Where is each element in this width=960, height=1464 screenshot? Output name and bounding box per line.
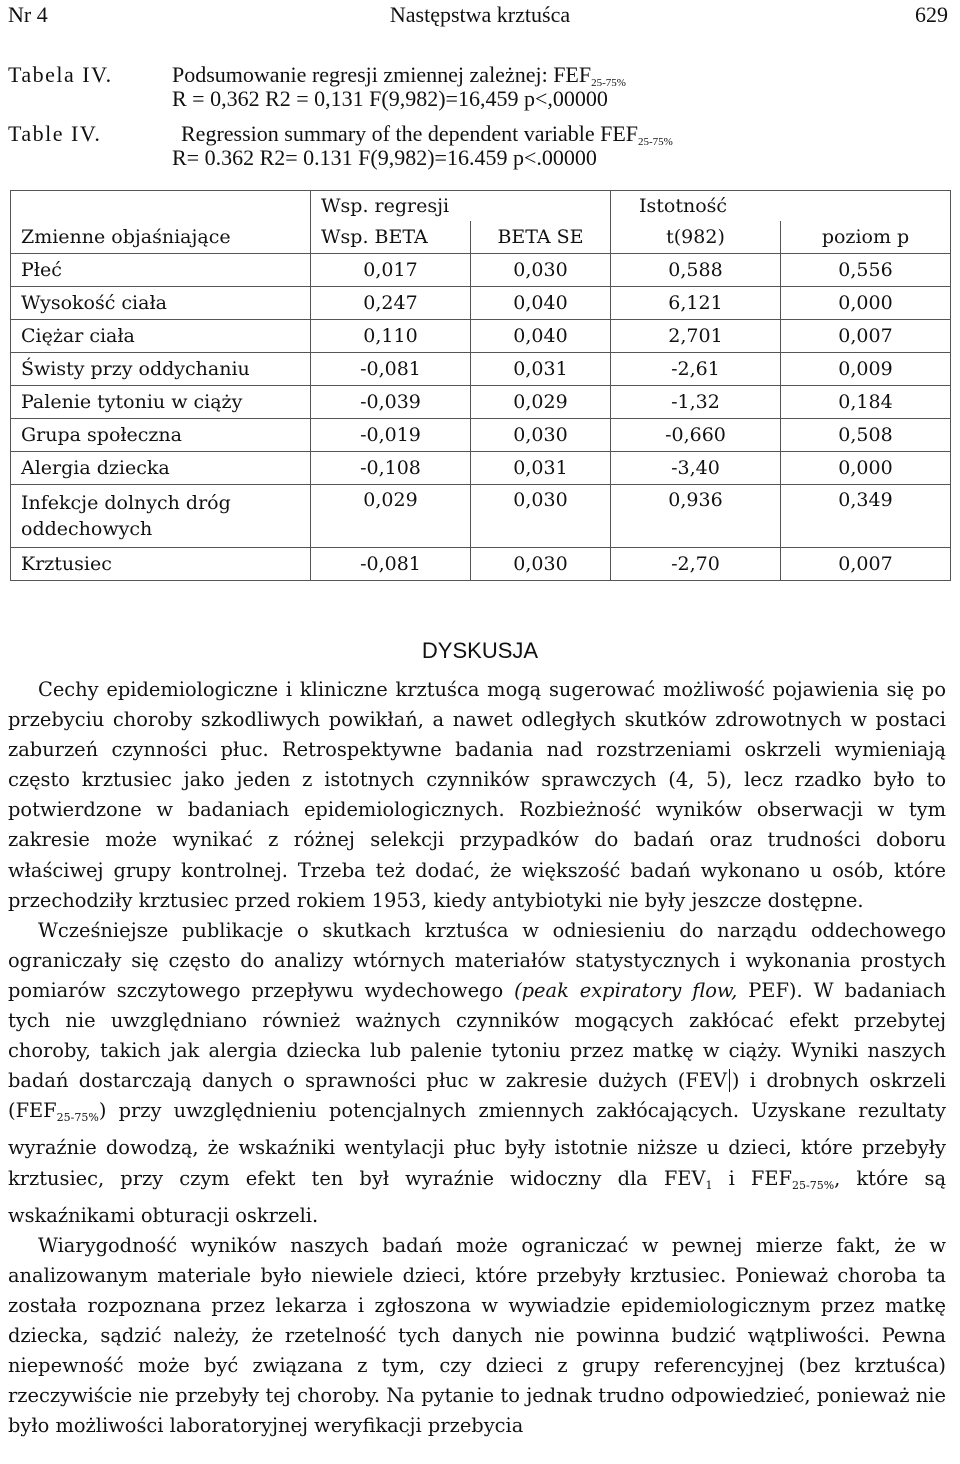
p-cell: 0,349 (781, 485, 951, 548)
beta-cell: -0,108 (311, 452, 471, 485)
table-caption-polish (8, 62, 948, 112)
p-cell: 0,508 (781, 419, 951, 452)
variable-cell: Krztusiec (11, 548, 311, 581)
beta-cell: 0,247 (311, 287, 471, 320)
se-cell: 0,040 (471, 287, 611, 320)
t-cell: -3,40 (611, 452, 781, 485)
t-cell: -2,70 (611, 548, 781, 581)
t-cell: 0,936 (611, 485, 781, 548)
variable-cell: Infekcje dolnych dróg oddechowych (11, 485, 311, 548)
beta-cell: -0,081 (311, 548, 471, 581)
table-row (11, 452, 951, 485)
p-cell: 0,000 (781, 452, 951, 485)
variable-cell: Świsty przy oddychaniu (11, 353, 311, 386)
se-cell: 0,030 (471, 254, 611, 287)
regression-table (10, 190, 951, 581)
issue-number: Nr 4 (8, 2, 48, 27)
variable-cell: Alergia dziecka (11, 452, 311, 485)
column-header: poziom p (781, 221, 951, 254)
variable-cell: Ciężar ciała (11, 320, 311, 353)
beta-cell: 0,110 (311, 320, 471, 353)
caption-stats: R= 0.362 R2= 0.131 F(9,982)=16.459 p<.00000 (172, 145, 597, 170)
variable-cell: Grupa społeczna (11, 419, 311, 452)
caption-line: Podsumowanie regresji zmiennej zależnej: $FEF_{25-75\%}$ (172, 62, 626, 89)
caption-label: Tabela IV. (8, 62, 113, 87)
beta-cell: -0,019 (311, 419, 471, 452)
paragraph: Cechy epidemiologiczne i kliniczne krztuśca mogą sugerować możliwość pojawienia się po przebyciu choroby szkodliwych powikłań, a nawet odległych skutków zdrowotnych w postaci zaburzeń czynności płuc. Retrospektywne badania nad rozstrzeniami oskrzeli wymieniają często krztusiec jako jeden z istotnych czynników sprawczych (4, 5), lecz rzadko było to potwierdzone w badaniach epidemiologicznych. Rozbieżność wyników obserwacji w tym zakresie może wynikać z różnej selekcji przypadków do badań oraz trudności doboru właściwej grupy kontrolnej. Trzeba też dodać, że większość badań wykonano u osób, które przechodziły krztusiec przed rokiem 1953, kiedy antybiotyki nie były jeszcze dostępne. (8, 678, 946, 912)
table-row (11, 386, 951, 419)
se-cell: 0,031 (471, 353, 611, 386)
caption-line: Regression summary of the dependent variable $FEF_{25-75\%}$ (181, 121, 673, 148)
se-cell: 0,030 (471, 419, 611, 452)
se-cell: 0,030 (471, 548, 611, 581)
table-row (11, 320, 951, 353)
paragraph: Wcześniejsze publikacje o skutkach krztuśca w odniesieniu do narządu oddechowego ograniczały się często do analizy wtórnych materiałów statystycznych i wykonania prostych pomiarów szczytowego przepływu wydechowego (peak expiratory flow, PEF). W badaniach tych nie uwzględniano również ważnych czynników mogących zakłócać efekt przebytej choroby, takich jak alergia dziecka lub palenie tytoniu przez matkę w ciąży. Wyniki naszych badań dostarczają danych o sprawności płuc w zakresie dużych (FEV ) i drobnych oskrzeli $(FEF_{25-75\%})$ przy uwzględnieniu potencjalnych zmiennych zakłócających. Uzyskane rezultaty wyraźnie dowodzą, że wskaźniki wentylacji płuc były istotnie niższe u dzieci, które przebyły krztusiec, przy czym efekt ten był wyraźnie widoczny dla $FEV_1$ i $FEF_{25-75\%}$, które są wskaźnikami obturacji oskrzeli. (8, 918, 947, 1227)
running-title: Następstwa krztuśca (389, 2, 571, 27)
column-header: Zmienne objaśniające (11, 221, 311, 254)
column-header: BETA SE (471, 221, 611, 254)
column-header: Wsp. BETA (311, 221, 471, 254)
se-cell: 0,040 (471, 320, 611, 353)
table-row (11, 353, 951, 386)
table-caption-english (8, 121, 948, 171)
variable-cell: Palenie tytoniu w ciąży (11, 386, 311, 419)
table-group-header-row (11, 191, 951, 222)
caption-label: Table IV. (8, 121, 102, 146)
table-row (11, 254, 951, 287)
t-cell: 0,588 (611, 254, 781, 287)
beta-cell: -0,081 (311, 353, 471, 386)
t-cell: -2,61 (611, 353, 781, 386)
p-cell: 0,184 (781, 386, 951, 419)
table-row (11, 485, 951, 548)
beta-cell: 0,017 (311, 254, 471, 287)
discussion-body (8, 675, 946, 1441)
p-cell: 0,007 (781, 320, 951, 353)
beta-cell: -0,039 (311, 386, 471, 419)
group-header-significance: Istotność (611, 191, 951, 222)
beta-cell: 0,029 (311, 485, 471, 548)
table-header-row (11, 221, 951, 254)
p-cell: 0,556 (781, 254, 951, 287)
variable-cell: Płeć (11, 254, 311, 287)
t-cell: -1,32 (611, 386, 781, 419)
table-row (11, 419, 951, 452)
se-cell: 0,030 (471, 485, 611, 548)
t-cell: -0,660 (611, 419, 781, 452)
table-row (11, 548, 951, 581)
t-cell: 2,701 (611, 320, 781, 353)
se-cell: 0,031 (471, 452, 611, 485)
section-heading: DYSKUSJA (421, 638, 539, 663)
p-cell: 0,000 (781, 287, 951, 320)
se-cell: 0,029 (471, 386, 611, 419)
p-cell: 0,009 (781, 353, 951, 386)
page-number: 629 (915, 2, 948, 27)
caption-stats: R = 0,362 R2 = 0,131 F(9,982)=16,459 p<,00000 (172, 86, 608, 111)
t-cell: 6,121 (611, 287, 781, 320)
p-cell: 0,007 (781, 548, 951, 581)
variable-cell: Wysokość ciała (11, 287, 311, 320)
paragraph: Wiarygodność wyników naszych badań może ograniczać w pewnej mierze fakt, że w analizowanym materiale było niewiele dzieci, które przebyły krztusiec. Ponieważ choroba ta została rozpoznana przez lekarza i zgłoszona w wywiadzie epidemiologicznym przez matkę dziecka, sądzić należy, że rzetelność tych danych nie powinna budzić wątpliwości. Pewna niepewność może być związana z tym, czy dzieci z grupy referencyjnej (bez krztuśca) rzeczywiście nie przebyły tej choroby. Na pytanie to jednak trudno odpowiedzieć, ponieważ nie było możliwości laboratoryjnej weryfikacji przebycia (8, 1233, 946, 1438)
column-header: t(982) (611, 221, 781, 254)
group-header-regression: Wsp. regresji (311, 191, 611, 222)
table-row (11, 287, 951, 320)
